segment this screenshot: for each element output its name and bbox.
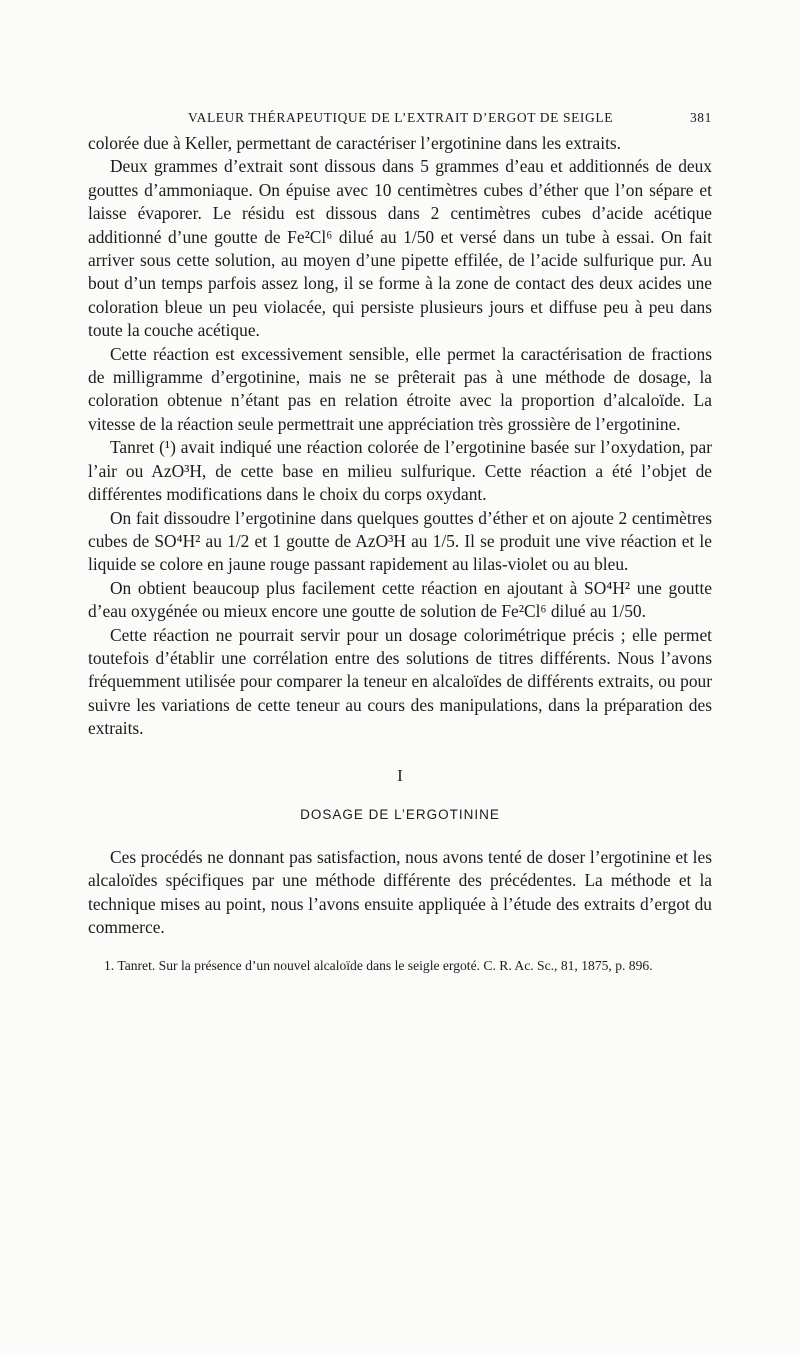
page-number: 381 (689, 110, 712, 125)
paragraph: Deux grammes d’extrait sont dissous dans 5 grammes d’eau et additionnés de deux gouttes d’ammoniaque. On épuise avec 10 centimètres cubes d’éther que l’on sépare et laisse évaporer. Le résidu est dissous dans 2 centimètres cubes d’acide acétique additionné d’une goutte de Fe²Cl⁶ dilué au 1/50 et versé dans un tube à essai. On fait arriver sous cette solution, au moyen d’une pipette effilée, de l’acide sulfurique pur. Au bout d’un temps parfois assez long, il se forme à la zone de contact des deux acides une coloration bleue un peu violacée, qui persiste plusieurs jours et diffuse peu à peu dans toute la couche acétique. (88, 156, 712, 341)
body-text (88, 132, 712, 940)
paragraph: Cette réaction est excessivement sensible, elle permet la caractérisation de fractions de milligramme d’ergotinine, mais ne se prêterait pas à une méthode de dosage, la coloration obtenue n’étant pas en relation étroite avec la proportion d’alcaloïde. La vitesse de la réaction seule permettrait une appréciation très grossière de l’ergotinine. (88, 343, 712, 434)
section-heading: DOSAGE DE L’ERGOTININE (300, 806, 500, 822)
paragraph: Cette réaction ne pourrait servir pour un dosage colorimétrique précis ; elle permet toutefois d’établir une corrélation entre des solutions de titres différents. Nous l’avons fréquemment utilisée pour comparer la teneur en alcaloïdes de différents extraits, ou pour suivre les variations de cette teneur au cours des manipulations, dans la préparation des extraits. (88, 624, 712, 739)
paragraph: colorée due à Keller, permettant de caractériser l’ergotinine dans les extraits. (88, 133, 622, 153)
paragraph: Ces procédés ne donnant pas satisfaction, nous avons tenté de doser l’ergotinine et les alcaloïdes spécifiques par une méthode différente des précédentes. La méthode et la technique mises au point, nous l’avons ensuite appliquée à l’étude des extraits d’ergot du commerce. (88, 846, 712, 938)
running-head (88, 104, 712, 132)
paragraph: On fait dissoudre l’ergotinine dans quelques gouttes d’éther et on ajoute 2 centimètres cubes de SO⁴H² au 1/2 et 1 goutte de AzO³H au 1/5. Il se produit une vive réaction et le liquide se colore en jaune rouge passant rapidement au lilas-violet ou au bleu. (88, 507, 712, 575)
section-numeral: I (397, 765, 403, 785)
running-title: VALEUR THÉRAPEUTIQUE DE L’EXTRAIT D’ERGOT DE SEIGLE (188, 110, 614, 125)
paragraph: Tanret (¹) avait indiqué une réaction colorée de l’ergotinine basée sur l’oxydation, par l’air ou AzO³H, de cette base en milieu sulfurique. Cette réaction a été l’objet de différentes modifications dans le choix du corps oxydant. (88, 437, 712, 505)
footnote: 1. Tanret. Sur la présence d’un nouvel alcaloïde dans le seigle ergoté. C. R. Ac. Sc., 81, 1875, p. 896. (104, 957, 653, 973)
book-page (88, 104, 712, 975)
paragraph: On obtient beaucoup plus facilement cette réaction en ajoutant à SO⁴H² une goutte d’eau oxygénée ou mieux encore une goutte de solution de Fe²Cl⁶ dilué au 1/50. (88, 577, 712, 622)
